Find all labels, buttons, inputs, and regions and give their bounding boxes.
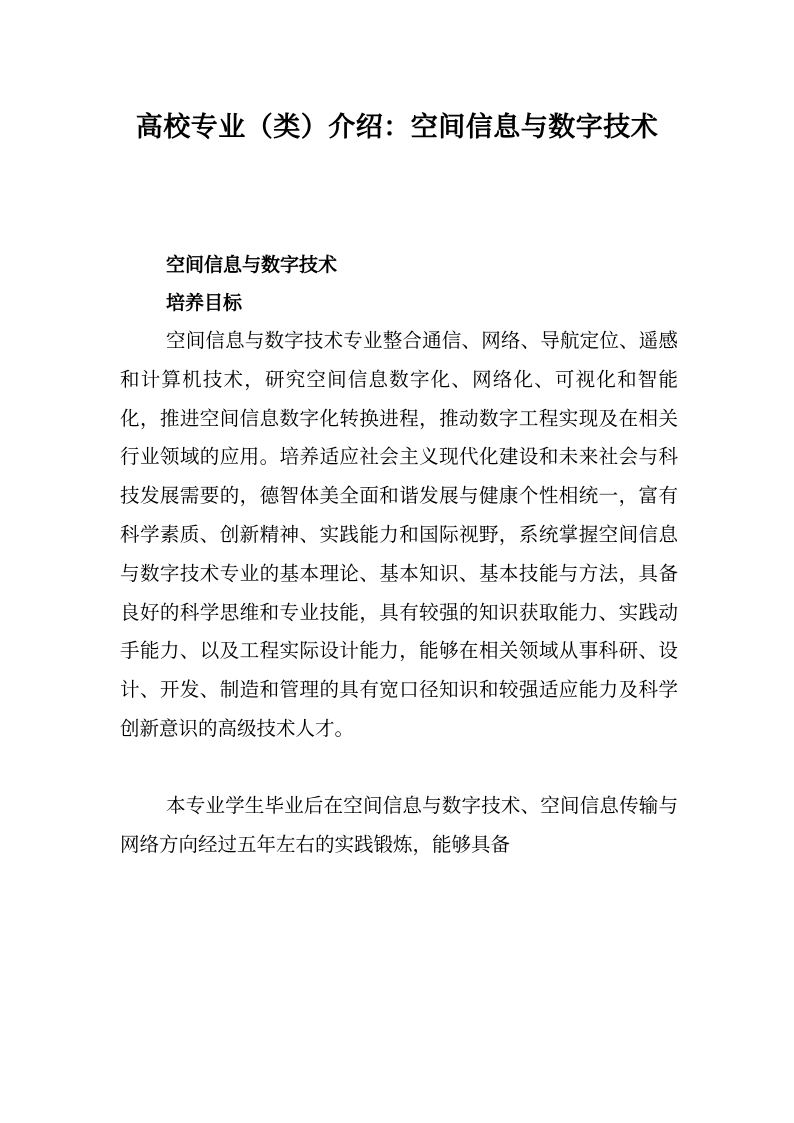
section-heading-goal: 培养目标 xyxy=(166,292,243,314)
document-title: 高校专业（类）介绍：空间信息与数字技术 xyxy=(135,112,659,143)
paragraph-graduate-outlook: 本专业学生毕业后在空间信息与数字技术、空间信息传输与网络方向经过五年左右的实践锻炼，能够具备 xyxy=(120,793,678,856)
section-heading-major: 空间信息与数字技术 xyxy=(166,254,338,276)
document-body xyxy=(120,246,678,864)
paragraph-training-goal: 空间信息与数字技术专业整合通信、网络、导航定位、遥感和计算机技术，研究空间信息数字化、网络化、可视化和智能化，推进空间信息数字化转换进程，推动数字工程实现及在相关行业领域的应用。培养适应社会主义现代化建设和未来社会与科技发展需要的，德智体美全面和谐发展与健康个性相统一，富有科学素质、创新精神、实践能力和国际视野，系统掌握空间信息与数字技术专业的基本理论、基本知识、基本技能与方法，具备良好的科学思维和专业技能，具有较强的知识获取能力、实践动手能力、以及工程实际设计能力，能够在相关领域从事科研、设计、开发、制造和管理的具有宽口径知识和较强适应能力及科学创新意识的高级技术人才。 xyxy=(120,329,678,740)
paragraph-spacer xyxy=(120,749,678,787)
